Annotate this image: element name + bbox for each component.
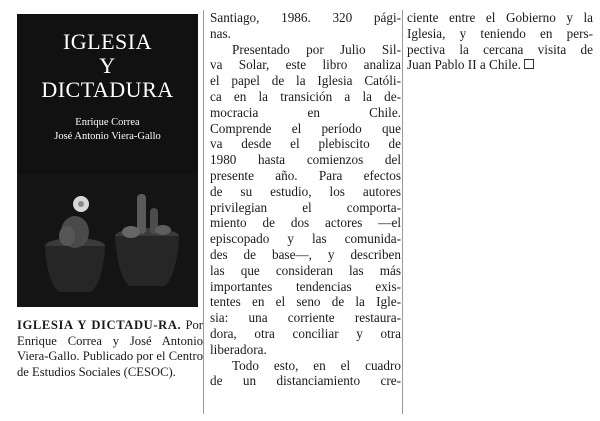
column-rule (402, 10, 403, 414)
text-line: episcopado y las comunida- (210, 231, 401, 247)
cover-author: José Antonio Viera-Gallo (54, 131, 161, 142)
text-line: 1980 hasta comienzos del (210, 152, 401, 168)
article-column-3 (407, 10, 593, 73)
cover-author: Enrique Correa (75, 117, 140, 128)
text-line: va desde el plebiscito de (210, 136, 401, 152)
text-line: ciente entre el Gobierno y la (407, 10, 593, 25)
cover-title-line: DICTADURA (41, 77, 174, 102)
text-line: Presentado por Julio Sil- (232, 41, 401, 57)
text-line: va Solar, este libro analiza (210, 57, 401, 73)
caption-book-title: IGLESIA Y DICTADU-RA. (17, 318, 182, 332)
left-pot (45, 246, 105, 292)
text-line: liberadora. (210, 341, 267, 357)
text-line: dora, otra conciliar y otra (210, 325, 401, 341)
text-line (407, 57, 593, 73)
paragraph (210, 42, 401, 358)
right-cactus-stem (137, 194, 146, 234)
cover-cactus-photo (17, 174, 198, 307)
end-of-article-square-icon (524, 59, 534, 69)
text-line: des de base—, y describen (210, 246, 401, 262)
book-caption (17, 318, 203, 380)
text-line: mocracia en Chile. (210, 104, 401, 120)
cover-authors (17, 116, 198, 144)
column-rule (203, 10, 204, 414)
text-line: pectiva la cercana visita de (407, 41, 593, 57)
paragraph (210, 358, 401, 390)
cactus-flower-center (78, 201, 84, 207)
text-line: privilegian el comporta- (210, 199, 401, 215)
text-line: presente año. Para efectos (210, 167, 401, 183)
text-line: Iglesia, y teniendo en pers- (407, 25, 593, 41)
paragraph (210, 10, 401, 42)
cover-title-line: IGLESIA (62, 29, 153, 54)
text-line: importantes tendencias exis- (210, 278, 401, 294)
text-line: Comprende el período que (210, 120, 401, 136)
text-line: Todo esto, en el cuadro (232, 357, 401, 373)
book-cover (17, 14, 198, 307)
text-line: Santiago, 1986. 320 pági- (210, 10, 401, 25)
left-cactus-lobe (59, 226, 75, 246)
right-cactus-pad (122, 226, 140, 238)
cover-title-line: Y (99, 53, 116, 78)
cover-title (17, 30, 198, 102)
text-line: las que consideran las más (210, 262, 401, 278)
text-line: miento de dos actores —el (210, 215, 401, 231)
right-cactus-pad (155, 225, 171, 235)
text-line: de un distanciamiento cre- (210, 373, 401, 389)
text-line: sia: una corriente restaura- (210, 310, 401, 326)
paragraph (407, 10, 593, 73)
text-line: de su estudio, los autores (210, 183, 401, 199)
text-line: el papel de la Iglesia Católi- (210, 73, 401, 89)
text-line: tentes en el seno de la Igle- (210, 294, 401, 310)
caption-details: Por Enrique Correa y José Antonio Viera-Gallo. Publicado por el Centro de Estudios Sociales (CESOC). (17, 318, 203, 379)
text-line: ca en la transición a la de- (210, 88, 401, 104)
article-column-2 (210, 10, 401, 389)
text-line-content: Juan Pablo II a Chile. (407, 57, 521, 73)
text-line: nas. (210, 25, 231, 41)
right-pot (115, 236, 179, 286)
